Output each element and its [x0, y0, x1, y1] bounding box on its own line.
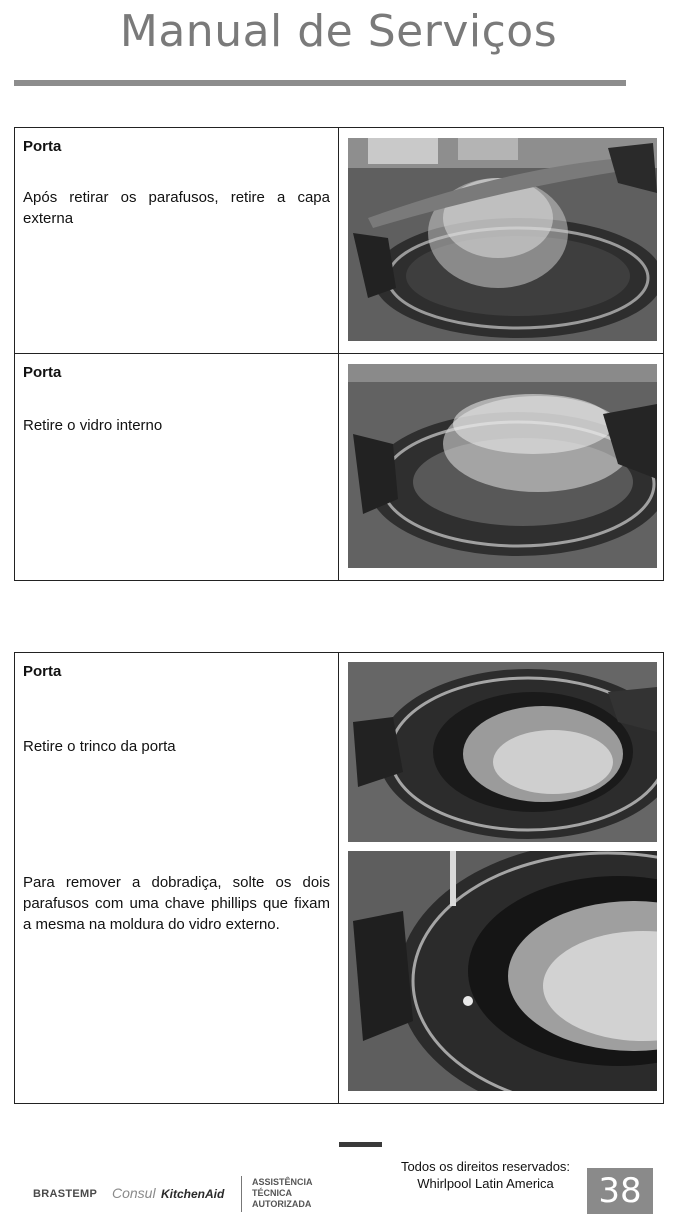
step-3-heading: Porta — [23, 663, 62, 680]
assistance-badge — [252, 1177, 313, 1210]
title-divider — [14, 80, 626, 86]
assist-line-2: TÉCNICA — [252, 1188, 292, 1198]
step-3-text-cell — [15, 653, 339, 1104]
step-2-text-cell — [15, 354, 339, 581]
step-4-description: Para remover a dobradiça, solte os dois parafusos com uma chave phillips que fixam a mesma na moldura do vidro externo. — [23, 874, 330, 933]
logo-divider — [241, 1176, 242, 1212]
copyright-line-1: Todos os direitos reservados: — [400, 1159, 571, 1174]
assist-line-3: AUTORIZADA — [252, 1199, 312, 1209]
photo-remove-outer-cover — [348, 138, 657, 341]
footer-accent-bar — [339, 1142, 382, 1147]
step-3-description: Retire o trinco da porta — [23, 738, 176, 755]
copyright-notice — [388, 1158, 583, 1192]
step-2-description: Retire o vidro interno — [23, 417, 163, 434]
step-1-heading: Porta — [23, 138, 62, 155]
footer-brand-logos — [30, 1176, 330, 1214]
photo-remove-hinge — [348, 851, 657, 1091]
assist-line-1: ASSISTÊNCIA — [252, 1177, 313, 1187]
step-1-text-cell — [15, 128, 339, 354]
photo-remove-door-latch — [348, 662, 657, 842]
step-1-description: Após retirar os parafusos, retire a capa externa — [23, 189, 330, 227]
page-title: Manual de Serviços — [119, 6, 558, 57]
copyright-line-2: Whirlpool Latin America — [417, 1176, 554, 1191]
photo-remove-inner-glass — [348, 364, 657, 568]
page-number: 38 — [587, 1168, 653, 1214]
consul-logo: Consul — [112, 1185, 156, 1201]
brastemp-logo: BRASTEMP — [33, 1188, 98, 1200]
kitchenaid-logo: KitchenAid — [161, 1187, 225, 1201]
step-2-heading: Porta — [23, 364, 62, 381]
